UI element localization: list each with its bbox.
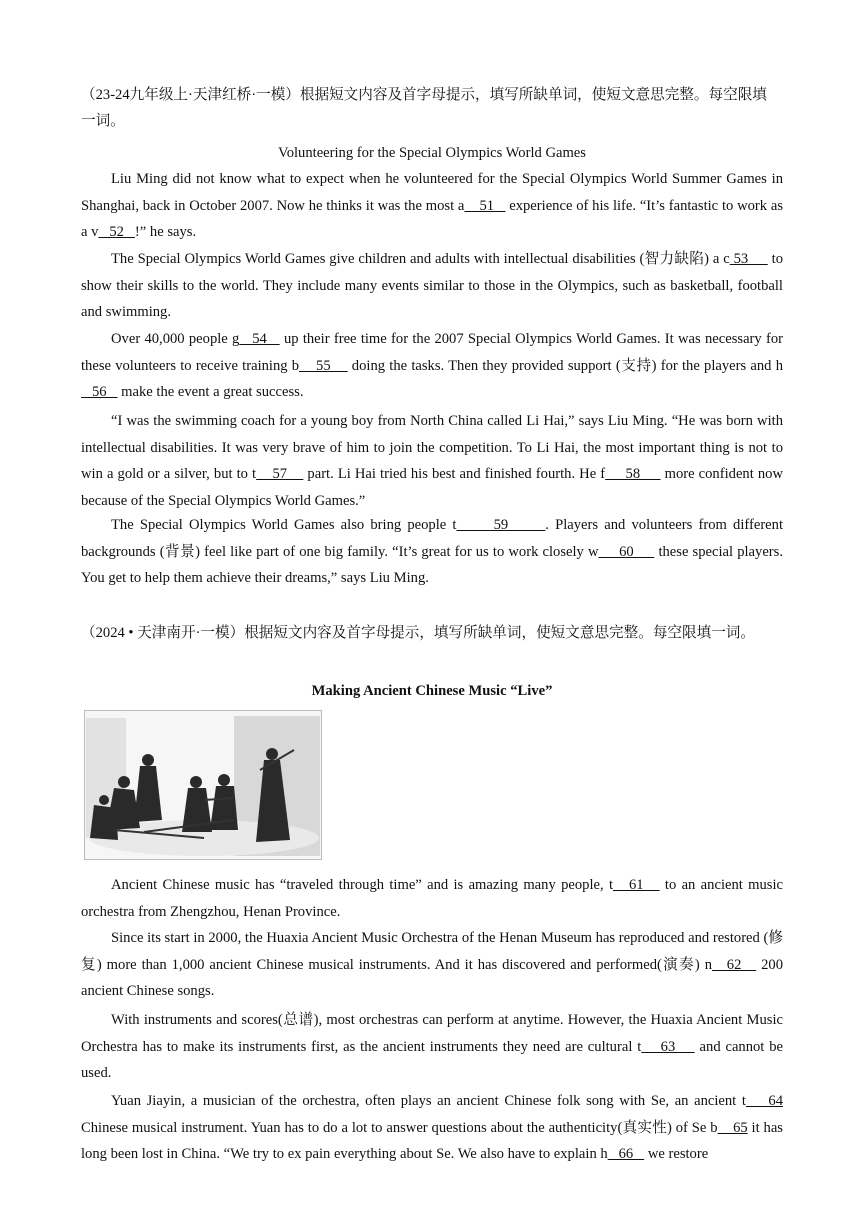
section1-paragraph-4: [81, 408, 783, 514]
text: to an ancient music orchestra from Zhengzhou, Henan Province.: [81, 877, 784, 920]
text: 200 ancient Chinese songs.: [81, 956, 783, 999]
blank-58[interactable]: 58: [605, 466, 661, 482]
text: Chinese musical instrument. Yuan has to do a lot to answer questions about the authenticity(真实性) of Se b: [81, 1119, 718, 1136]
text: Liu Ming did not know what to expect when he volunteered for the Special Olympics World Summer Games in Shanghai, back in October 2007. Now he thinks it was the most a: [81, 171, 783, 214]
blank-64[interactable]: 64: [745, 1093, 784, 1109]
section1-paragraph-5: [81, 512, 783, 592]
blank-60[interactable]: 60: [598, 543, 655, 560]
ancient-musicians-photo: [84, 710, 322, 860]
blank-51[interactable]: 51: [464, 197, 506, 214]
text: Yuan Jiayin, a musician of the orchestra, often plays an ancient Chinese folk song with Se, an ancient t: [111, 1093, 746, 1109]
text: . Players and volunteers from different backgrounds (背景) feel like part of one big family. “It’s great for us to work closely w: [81, 517, 784, 560]
text: these special players. You get to help them achieve their dreams,” says Liu Ming.: [81, 543, 783, 586]
text: experience of his life. “It’s fantastic to work as a v: [81, 197, 784, 240]
section2-title: Making Ancient Chinese Music “Live”: [311, 683, 553, 699]
text: make the event a great success.: [117, 384, 304, 400]
text: it has long been lost in China. “We try to ex pain everything about Se. We also have to explain h: [81, 1119, 783, 1162]
blank-63[interactable]: 63: [641, 1038, 695, 1055]
text: !” he says.: [134, 224, 197, 240]
blank-52[interactable]: 52: [98, 224, 135, 240]
text: Ancient Chinese music has “traveled through time” and is amazing many people, t: [111, 877, 614, 893]
blank-62[interactable]: 62: [712, 956, 757, 973]
text: doing the tasks. Then they provided support (支持) for the players and h: [347, 357, 784, 374]
text: to show their skills to the world. They include many events similar to those in the Olympics, such as basketball, football and swimming.: [81, 251, 784, 320]
text: “I was the swimming coach for a young boy from North China called Li Hai,” says Liu Ming. “He was born with intellectual disabilities. It was very brave of him to join the competition. To Li Hai, the most important thing is not to win a gold or a silver, but to t: [81, 413, 783, 482]
blank-66[interactable]: 66: [607, 1146, 645, 1162]
section2-paragraph-3: [81, 1007, 783, 1087]
text: more confident now because of the Special Olympics World Games.”: [81, 466, 783, 509]
text: part. Li Hai tried his best and finished fourth. He f: [303, 466, 606, 482]
section2-source: （2024 • 天津南开·一模）根据短文内容及首字母提示，填写所缺单词，使短文意思完整。每空限填一词。: [81, 625, 755, 641]
section1-paragraph-3: [81, 326, 783, 406]
section1-paragraph-2: [81, 246, 783, 326]
blank-53[interactable]: 53: [729, 251, 768, 267]
text: Since its start in 2000, the Huaxia Ancient Music Orchestra of the Henan Museum has reproduced and restored (修复) more than 1,000 ancient Chinese musical instruments. And it has discovered and performed(演奏) n: [81, 930, 783, 973]
text: we restore: [644, 1146, 709, 1162]
blank-65[interactable]: 65: [717, 1119, 748, 1136]
text: With instruments and scores(总谱), most orchestras can perform at anytime. However, the Huaxia Ancient Music Orchestra has to make its instruments first, as the ancient instruments they need are cultural t: [81, 1012, 783, 1055]
text: and cannot be used.: [81, 1038, 783, 1081]
blank-61[interactable]: 61: [613, 877, 660, 893]
section1-title: Volunteering for the Special Olympics World Games: [278, 145, 586, 161]
blank-59[interactable]: 59: [456, 517, 546, 533]
section1-source: （23-24九年级上·天津红桥·一模）根据短文内容及首字母提示，填写所缺单词，使短文意思完整。每空限填一词。: [81, 87, 767, 129]
section2-paragraph-2: [81, 925, 783, 1005]
text: Over 40,000 people g: [111, 331, 240, 347]
text: The Special Olympics World Games also bring people t: [111, 517, 457, 533]
blank-56[interactable]: 56: [81, 384, 118, 400]
blank-55[interactable]: 55: [299, 357, 348, 374]
blank-57[interactable]: 57: [256, 466, 304, 482]
section2-paragraph-1: [81, 872, 783, 925]
text: The Special Olympics World Games give children and adults with intellectual disabilities (智力缺陷) a c: [111, 251, 730, 267]
section1-paragraph-1: [81, 166, 783, 246]
section2-paragraph-4: [81, 1088, 783, 1168]
text: up their free time for the 2007 Special Olympics World Games. It was necessary for these volunteers to receive training b: [81, 331, 783, 374]
blank-54[interactable]: 54: [239, 331, 280, 347]
